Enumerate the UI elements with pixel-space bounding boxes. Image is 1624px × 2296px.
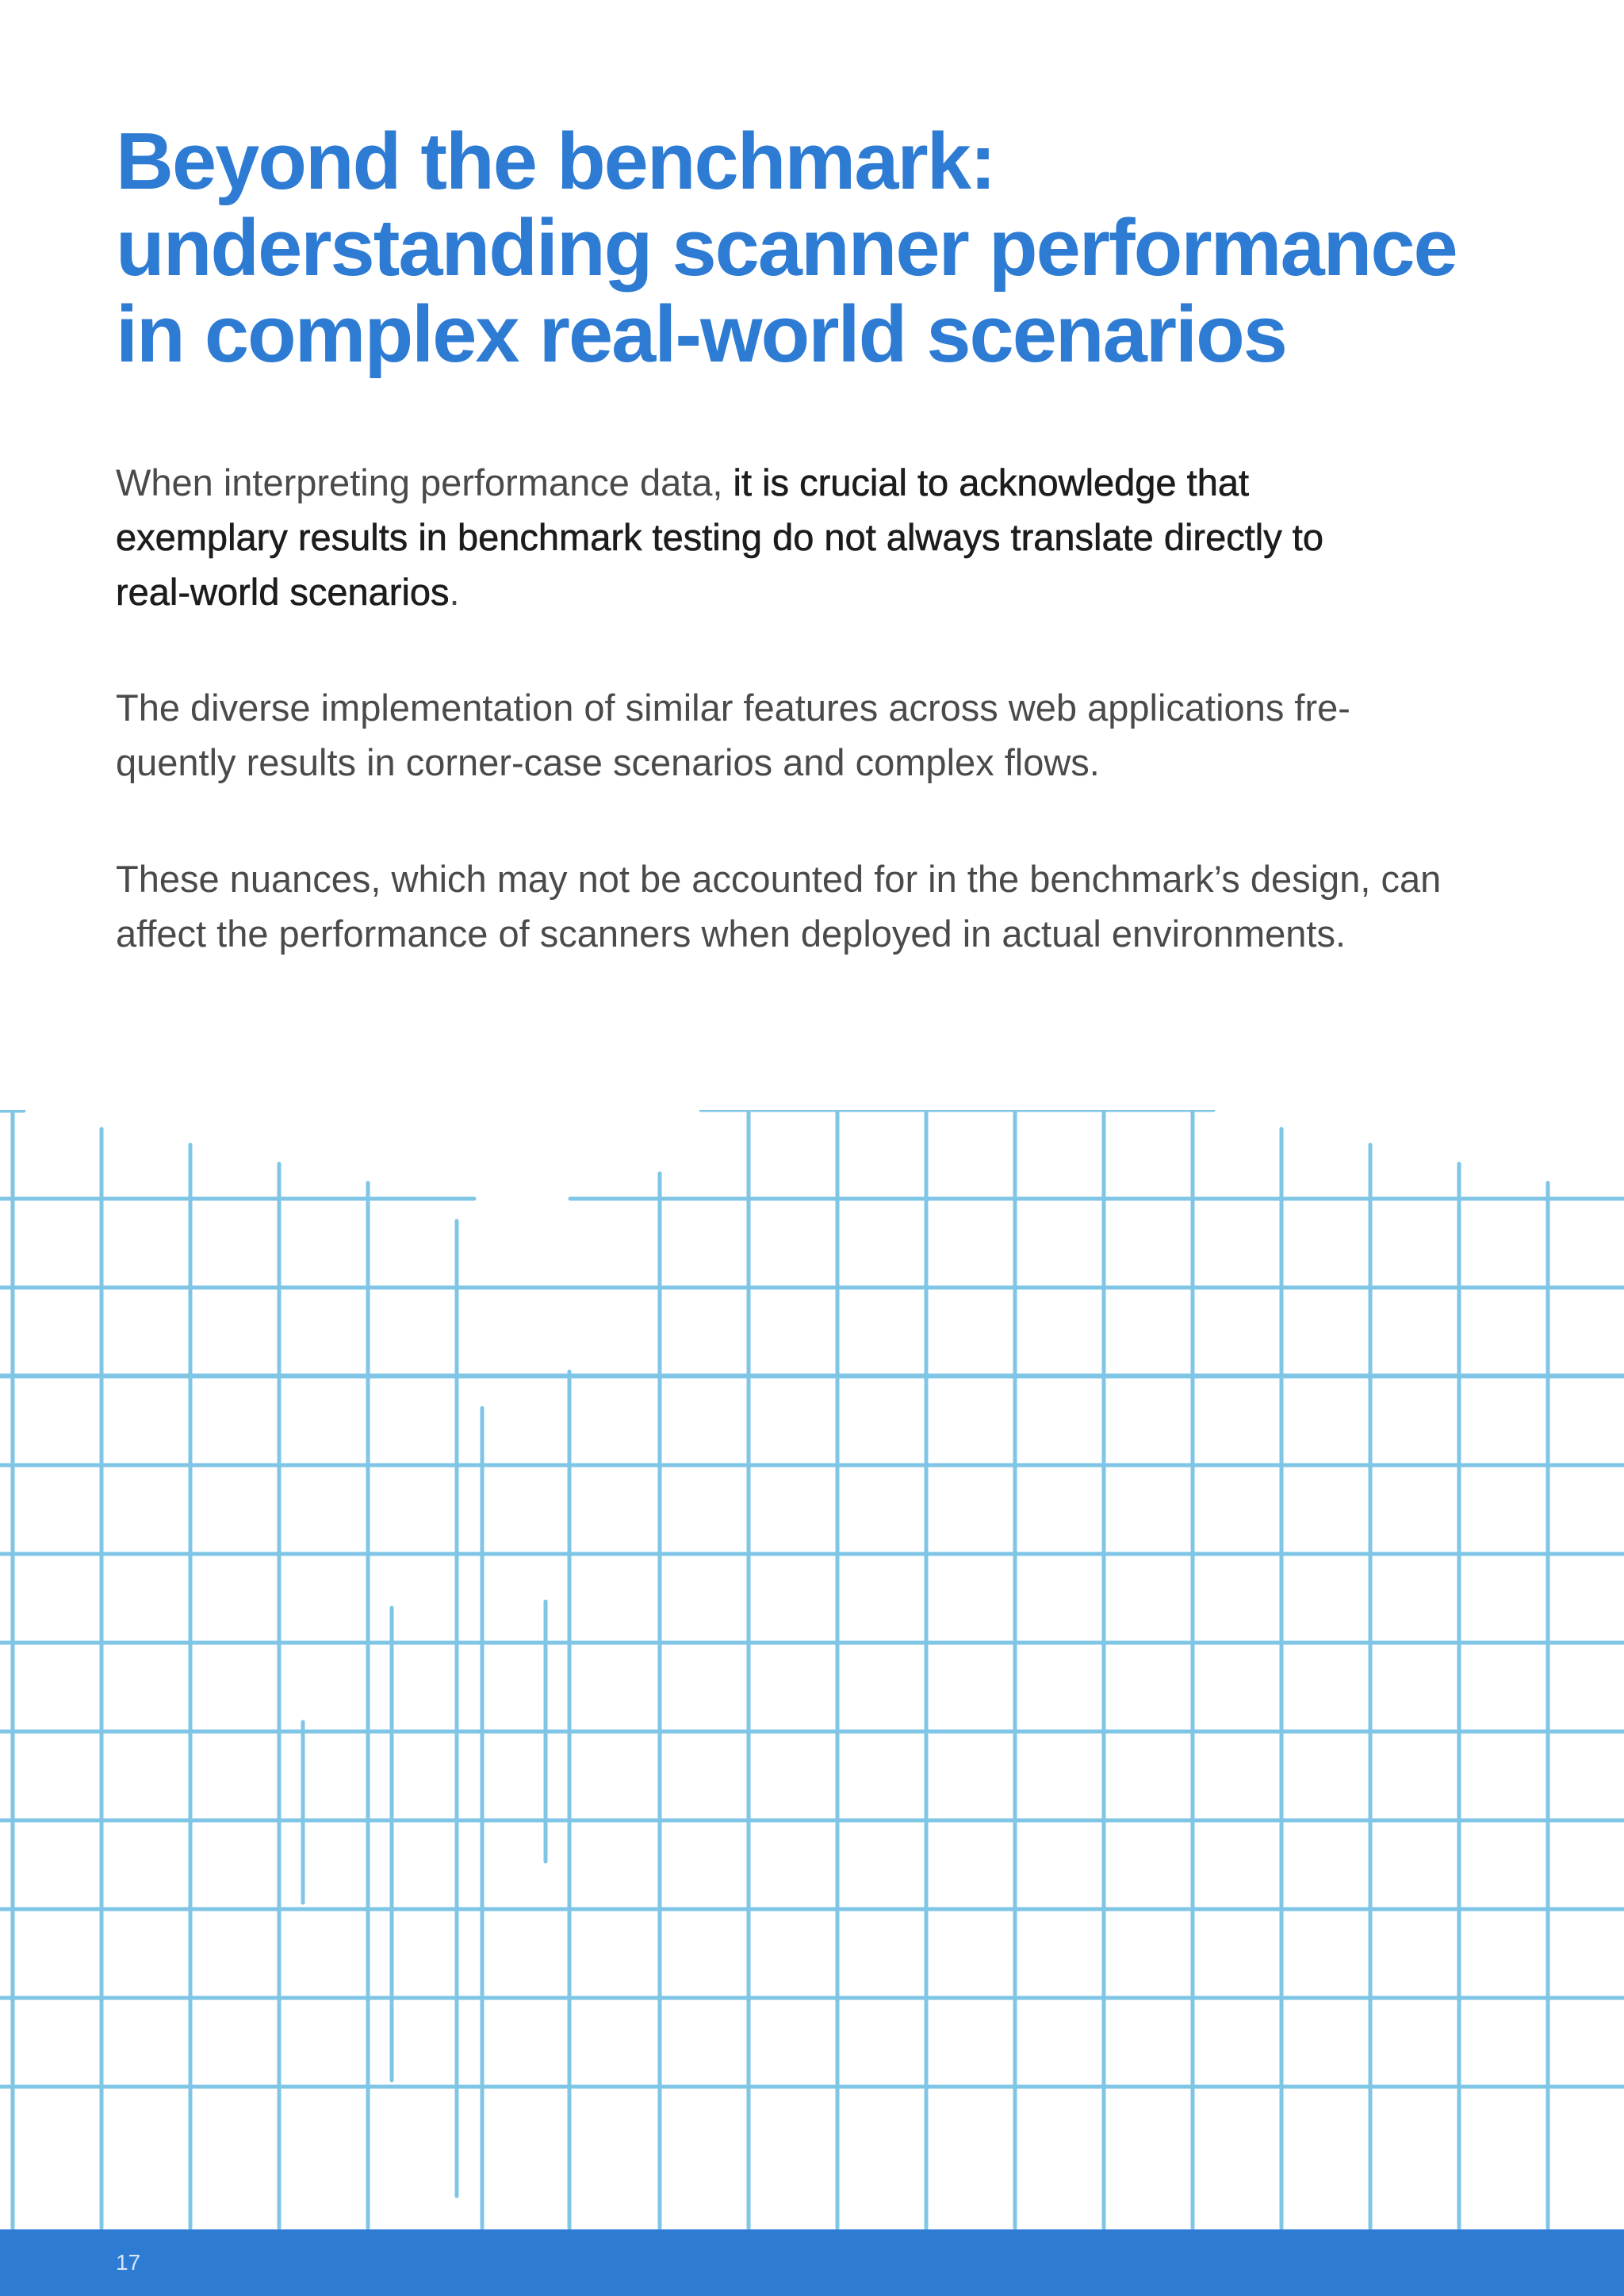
emphasis-text: real-world scenarios — [116, 571, 450, 613]
paragraph-line — [116, 455, 1543, 510]
paragraph-text: . — [449, 571, 460, 613]
title-line-2: understanding scanner performance — [116, 204, 1457, 293]
page-number: 17 — [116, 2250, 141, 2275]
paragraph-line — [116, 564, 1543, 619]
paragraph-line — [116, 510, 1543, 564]
paragraph-line: The diverse implementation of similar features across web applications fre- — [116, 687, 1350, 729]
paragraph-diverse-implementation — [116, 680, 1543, 790]
paragraph-benchmark-results — [116, 455, 1543, 619]
emphasis-text: it is crucial to acknowledge that — [733, 461, 1250, 503]
paragraph-line: affect the performance of scanners when deployed in actual environments. — [116, 913, 1346, 955]
decorative-grid-illustration — [0, 1110, 1624, 2236]
grid-lines — [0, 1110, 1624, 2228]
paragraph-line: quently results in corner-case scenarios and complex flows. — [116, 741, 1100, 783]
paragraph-text: When interpreting performance data, — [116, 461, 733, 503]
title-line-3: in complex real-world scenarios — [116, 290, 1286, 379]
paragraph-line: These nuances, which may not be accounted for in the benchmark’s design, can — [116, 858, 1442, 900]
title-line-1: Beyond the benchmark: — [116, 117, 995, 206]
emphasis-text: exemplary results in benchmark testing do not always translate directly to — [116, 516, 1323, 558]
page-title — [116, 119, 1543, 378]
footer-bar — [0, 2229, 1624, 2296]
paragraph-nuances — [116, 851, 1543, 961]
